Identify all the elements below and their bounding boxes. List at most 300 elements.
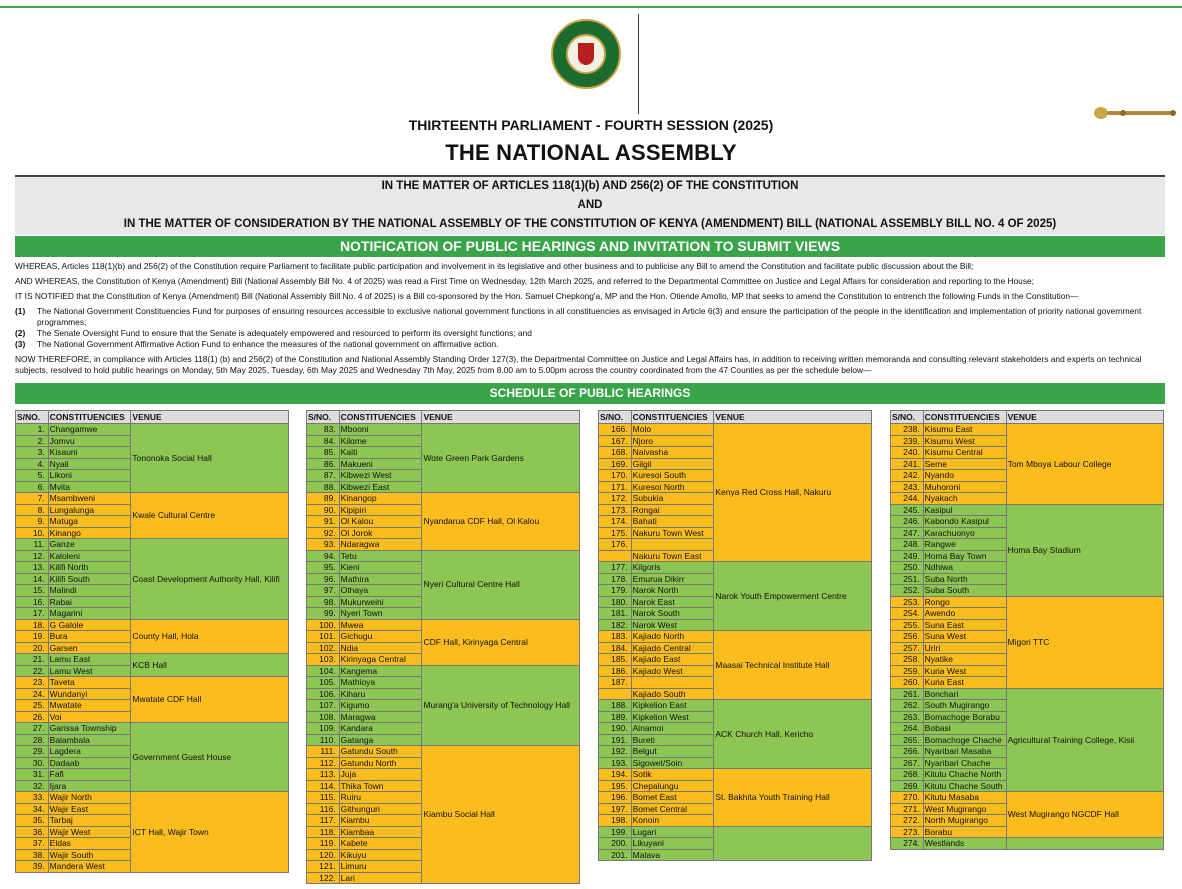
serial-number: 95. xyxy=(307,562,340,574)
serial-number: 118. xyxy=(307,826,340,838)
constituency-name: Westlands xyxy=(923,838,1006,850)
venue-name: Tom Mboya Labour College xyxy=(1006,424,1163,505)
venue-name: Nyeri Cultural Centre Hall xyxy=(422,550,580,619)
serial-number: 256. xyxy=(891,631,924,643)
serial-number: 38. xyxy=(16,849,49,861)
serial-number: 93. xyxy=(307,539,340,551)
serial-number: 242. xyxy=(891,470,924,482)
serial-number: 115. xyxy=(307,792,340,804)
serial-number: 194. xyxy=(599,769,632,781)
table-row xyxy=(307,746,580,758)
venue-name: Coast Development Authority Hall, Kilifi xyxy=(131,539,289,620)
constituency-name: Nakuru Town East xyxy=(631,550,714,562)
header-divider xyxy=(638,14,639,114)
constituency-name: Gatundu South xyxy=(339,746,422,758)
serial-number: 191. xyxy=(599,734,632,746)
serial-number: 8. xyxy=(16,504,49,516)
seal-icon xyxy=(551,19,621,89)
constituency-name: Seme xyxy=(923,458,1006,470)
list-item: (2) The Senate Oversight Fund to ensure that the Senate is adequately empowered and resourced to perform its oversight functions; and xyxy=(15,328,532,338)
serial-number: 245. xyxy=(891,504,924,516)
serial-number: 178. xyxy=(599,573,632,585)
constituency-name: Suba North xyxy=(923,573,1006,585)
constituency-name: Subukia xyxy=(631,493,714,505)
constituency-name: Lagdera xyxy=(48,746,131,758)
serial-number: 102. xyxy=(307,642,340,654)
column-header-sno: S/NO. xyxy=(599,411,632,424)
constituency-name: Fafi xyxy=(48,769,131,781)
serial-number: 177. xyxy=(599,562,632,574)
constituency-name: Mbooni xyxy=(339,424,422,436)
table-row xyxy=(599,631,872,643)
constituency-name: Msambweni xyxy=(48,493,131,505)
table-row xyxy=(891,838,1164,850)
constituency-name: Kitutu Chache South xyxy=(923,780,1006,792)
serial-number: 257. xyxy=(891,642,924,654)
constituency-name: Lamu West xyxy=(48,665,131,677)
table-row xyxy=(891,596,1164,608)
table-row xyxy=(307,550,580,562)
serial-number: 253. xyxy=(891,596,924,608)
constituency-name: Kibwezi West xyxy=(339,470,422,482)
serial-number: 96. xyxy=(307,573,340,585)
venue-name xyxy=(1006,838,1163,850)
venue-name xyxy=(714,826,872,861)
constituency-name: Suna West xyxy=(923,631,1006,643)
constituency-name: Wajir East xyxy=(48,803,131,815)
venue-name: Maasai Technical Institute Hall xyxy=(714,631,872,700)
serial-number: 173. xyxy=(599,504,632,516)
serial-number: 263. xyxy=(891,711,924,723)
constituency-name: Ol Kalou xyxy=(339,516,422,528)
page-title: THE NATIONAL ASSEMBLY xyxy=(445,140,737,165)
serial-number: 25. xyxy=(16,700,49,712)
serial-number: 241. xyxy=(891,458,924,470)
serial-number: 192. xyxy=(599,746,632,758)
serial-number: 31. xyxy=(16,769,49,781)
constituency-name: Homa Bay Town xyxy=(923,550,1006,562)
serial-number: 182. xyxy=(599,619,632,631)
serial-number: 269. xyxy=(891,780,924,792)
serial-number: 28. xyxy=(16,734,49,746)
serial-number: 169. xyxy=(599,458,632,470)
constituency-name: Suba South xyxy=(923,585,1006,597)
constituency-name: Kabete xyxy=(339,838,422,850)
constituency-name: Ainamoi xyxy=(631,723,714,735)
serial-number: 20. xyxy=(16,642,49,654)
serial-number: 266. xyxy=(891,746,924,758)
constituency-name: Dadaab xyxy=(48,757,131,769)
constituency-name: Gatundu North xyxy=(339,757,422,769)
serial-number: 10. xyxy=(16,527,49,539)
matter-box xyxy=(15,175,1165,235)
constituency-name: Garissa Township xyxy=(48,723,131,735)
venue-name: Murang'a University of Technology Hall xyxy=(422,665,580,746)
constituency-name: Belgut xyxy=(631,746,714,758)
serial-number: 122. xyxy=(307,872,340,884)
serial-number: 187. xyxy=(599,677,632,689)
serial-number: 183. xyxy=(599,631,632,643)
constituency-name: Uriri xyxy=(923,642,1006,654)
serial-number: 120. xyxy=(307,849,340,861)
constituency-name: Kabondo Kasipul xyxy=(923,516,1006,528)
constituency-name: Kasipul xyxy=(923,504,1006,516)
constituency-name: Kuria East xyxy=(923,677,1006,689)
constituency-name: Mukurweini xyxy=(339,596,422,608)
serial-number: 181. xyxy=(599,608,632,620)
serial-number: 9. xyxy=(16,516,49,528)
constituency-name xyxy=(631,539,714,551)
list-item: (1) The National Government Constituencies Fund for purposes of ensuring resources accessible to exclusive national government functions in all constituencies as envisaged in Article 6(3) and ensure the participation of the people in the identification and implementation of priority national government programmes; xyxy=(15,306,1142,327)
serial-number: 18. xyxy=(16,619,49,631)
serial-number: 99. xyxy=(307,608,340,620)
constituency-name: Kisauni xyxy=(48,447,131,459)
serial-number: 1. xyxy=(16,424,49,436)
serial-number: 4. xyxy=(16,458,49,470)
constituency-name: Narok West xyxy=(631,619,714,631)
serial-number: 259. xyxy=(891,665,924,677)
table-row xyxy=(307,493,580,505)
constituency-name: Matuga xyxy=(48,516,131,528)
constituency-name: Nyando xyxy=(923,470,1006,482)
notice-title: NOTIFICATION OF PUBLIC HEARINGS AND INVITATION TO SUBMIT VIEWS xyxy=(15,236,1165,257)
constituency-name: Kilifi South xyxy=(48,573,131,585)
constituency-name: Ruiru xyxy=(339,792,422,804)
constituency-name: Kigumo xyxy=(339,700,422,712)
paragraph-now-therefore: NOW THEREFORE, in compliance with Articles 118(1) (b) and 256(2) of the Constitution and National Assembly Standing Order 127(3), the Departmental Committee on Justice and Legal Affairs has, in addition to receiving written memoranda and consulting relevant stakeholders and experts on technical subjects, resolved to hold public hearings on Monday, 5th May 2025, Tuesday, 6th May 2025 and Wednesday 7th May, 2025 from 8.00 am to 5.00pm across the country coordinated from the 47 Counties as per the schedule below— xyxy=(15,354,1142,375)
constituency-name: Mathira xyxy=(339,573,422,585)
serial-number: 30. xyxy=(16,757,49,769)
venue-name: Narok Youth Empowerment Centre xyxy=(714,562,872,631)
column-header-venue: VENUE xyxy=(714,411,872,424)
constituency-name: North Mugirango xyxy=(923,815,1006,827)
serial-number: 180. xyxy=(599,596,632,608)
serial-number: 261. xyxy=(891,688,924,700)
venue-name: Nyandarua CDF Hall, Ol Kalou xyxy=(422,493,580,551)
serial-number: 3. xyxy=(16,447,49,459)
serial-number: 255. xyxy=(891,619,924,631)
serial-number: 172. xyxy=(599,493,632,505)
serial-number: 179. xyxy=(599,585,632,597)
constituency-name: Makueni xyxy=(339,458,422,470)
table-row xyxy=(16,619,289,631)
constituency-name: Thika Town xyxy=(339,780,422,792)
serial-number: 97. xyxy=(307,585,340,597)
serial-number: 2. xyxy=(16,435,49,447)
constituency-name: Kaloleni xyxy=(48,550,131,562)
constituency-name: Ndia xyxy=(339,642,422,654)
serial-number: 6. xyxy=(16,481,49,493)
table-row xyxy=(599,424,872,436)
constituency-name: Tetu xyxy=(339,550,422,562)
constituency-name: Gilgil xyxy=(631,458,714,470)
constituency-name: Bomet East xyxy=(631,792,714,804)
national-assembly-seal xyxy=(548,14,628,114)
constituency-name: Suna East xyxy=(923,619,1006,631)
schedule-column-3 xyxy=(598,410,872,861)
constituency-name: Sigowet/Soin xyxy=(631,757,714,769)
constituency-name: Mwea xyxy=(339,619,422,631)
constituency-name: Kuresoi North xyxy=(631,481,714,493)
serial-number: 113. xyxy=(307,769,340,781)
table-row xyxy=(16,723,289,735)
constituency-name: Lungalunga xyxy=(48,504,131,516)
constituency-name: Bobasi xyxy=(923,723,1006,735)
constituency-name: Jomvu xyxy=(48,435,131,447)
serial-number: 119. xyxy=(307,838,340,850)
serial-number xyxy=(599,688,632,700)
serial-number: 13. xyxy=(16,562,49,574)
serial-number: 168. xyxy=(599,447,632,459)
constituency-name: Eldas xyxy=(48,838,131,850)
constituency-name: Kiharu xyxy=(339,688,422,700)
table-row xyxy=(307,665,580,677)
serial-number: 17. xyxy=(16,608,49,620)
constituency-name: Bureti xyxy=(631,734,714,746)
constituency-name: Kuria West xyxy=(923,665,1006,677)
serial-number: 201. xyxy=(599,849,632,861)
serial-number: 26. xyxy=(16,711,49,723)
serial-number: 246. xyxy=(891,516,924,528)
constituency-name: Kisumu Central xyxy=(923,447,1006,459)
serial-number: 114. xyxy=(307,780,340,792)
schedule-column-1 xyxy=(15,410,289,873)
constituency-name: Kilgoris xyxy=(631,562,714,574)
constituency-name: Magarini xyxy=(48,608,131,620)
constituency-name: Rongo xyxy=(923,596,1006,608)
serial-number: 189. xyxy=(599,711,632,723)
constituency-name: Changamwe xyxy=(48,424,131,436)
column-header-sno: S/NO. xyxy=(891,411,924,424)
serial-number: 104. xyxy=(307,665,340,677)
schedule-column-2 xyxy=(306,410,580,884)
top-rule xyxy=(0,6,1182,8)
serial-number: 15. xyxy=(16,585,49,597)
constituency-name xyxy=(631,677,714,689)
venue-name: ICT Hall, Wajir Town xyxy=(131,792,289,873)
table-row xyxy=(891,424,1164,436)
serial-number: 12. xyxy=(16,550,49,562)
constituency-name: Kikuyu xyxy=(339,849,422,861)
serial-number: 101. xyxy=(307,631,340,643)
constituency-name: Kiambu xyxy=(339,815,422,827)
serial-number xyxy=(599,550,632,562)
constituency-name: Maragwa xyxy=(339,711,422,723)
serial-number: 271. xyxy=(891,803,924,815)
constituency-name: Rangwe xyxy=(923,539,1006,551)
constituency-name: Narok South xyxy=(631,608,714,620)
constituency-name: Nyakach xyxy=(923,493,1006,505)
serial-number: 24. xyxy=(16,688,49,700)
constituency-name: Kajiado North xyxy=(631,631,714,643)
constituency-name: Kajiado South xyxy=(631,688,714,700)
constituency-name: South Mugirango xyxy=(923,700,1006,712)
constituency-name: Othaya xyxy=(339,585,422,597)
constituency-name: Wundanyi xyxy=(48,688,131,700)
serial-number: 94. xyxy=(307,550,340,562)
serial-number: 243. xyxy=(891,481,924,493)
paragraph-notified: IT IS NOTIFIED that the Constitution of Kenya (Amendment) Bill (National Assembly Bill No. 4 of 2025) is a Bill co-sponsored by the Hon. Samuel Chepkong'a, MP and the Hon. Otiende Amollo, MP that seeks to amend the Constitution to entrench the following Funds in the Constitution— xyxy=(15,291,1079,301)
constituency-name: Kirinyaga Central xyxy=(339,654,422,666)
serial-number: 5. xyxy=(16,470,49,482)
table-row xyxy=(891,792,1164,804)
column-header-venue: VENUE xyxy=(1006,411,1163,424)
serial-number: 272. xyxy=(891,815,924,827)
serial-number: 175. xyxy=(599,527,632,539)
constituency-name: Kitutu Masaba xyxy=(923,792,1006,804)
serial-number: 116. xyxy=(307,803,340,815)
serial-number: 167. xyxy=(599,435,632,447)
constituency-name: Kinango xyxy=(48,527,131,539)
venue-name: Homa Bay Stadium xyxy=(1006,504,1163,596)
constituency-name: Gichugu xyxy=(339,631,422,643)
column-header-venue: VENUE xyxy=(422,411,580,424)
constituency-name: Wajir West xyxy=(48,826,131,838)
venue-name: Agricultural Training College, Kisii xyxy=(1006,688,1163,792)
serial-number: 107. xyxy=(307,700,340,712)
constituency-name: Njoro xyxy=(631,435,714,447)
serial-number: 251. xyxy=(891,573,924,585)
serial-number: 185. xyxy=(599,654,632,666)
serial-number: 89. xyxy=(307,493,340,505)
matter-line-2: AND xyxy=(577,199,603,211)
constituency-name: Mvita xyxy=(48,481,131,493)
serial-number: 86. xyxy=(307,458,340,470)
column-header-venue: VENUE xyxy=(131,411,289,424)
serial-number: 112. xyxy=(307,757,340,769)
constituency-name: Gatanga xyxy=(339,734,422,746)
serial-number: 199. xyxy=(599,826,632,838)
serial-number: 22. xyxy=(16,665,49,677)
constituency-name: Ganze xyxy=(48,539,131,551)
constituency-name: Kieni xyxy=(339,562,422,574)
table-row xyxy=(599,769,872,781)
serial-number: 249. xyxy=(891,550,924,562)
column-header-constituency: CONSTITUENCIES xyxy=(48,411,131,424)
constituency-name: Likuyani xyxy=(631,838,714,850)
constituency-name: Taveta xyxy=(48,677,131,689)
serial-number: 265. xyxy=(891,734,924,746)
serial-number: 110. xyxy=(307,734,340,746)
serial-number: 16. xyxy=(16,596,49,608)
constituency-name: Kitutu Chache North xyxy=(923,769,1006,781)
constituency-name: Tarbaj xyxy=(48,815,131,827)
serial-number: 14. xyxy=(16,573,49,585)
table-row xyxy=(16,539,289,551)
constituency-name: G Galole xyxy=(48,619,131,631)
constituency-name: Kisumu East xyxy=(923,424,1006,436)
constituency-name: Githunguri xyxy=(339,803,422,815)
constituency-name: Narok North xyxy=(631,585,714,597)
schedule-title: SCHEDULE OF PUBLIC HEARINGS xyxy=(15,383,1165,404)
parliament-session: THIRTEENTH PARLIAMENT - FOURTH SESSION (2025) xyxy=(408,117,774,133)
serial-number: 106. xyxy=(307,688,340,700)
constituency-name: Naivasha xyxy=(631,447,714,459)
constituency-name: Lugari xyxy=(631,826,714,838)
constituency-name: Kipipiri xyxy=(339,504,422,516)
serial-number: 92. xyxy=(307,527,340,539)
constituency-name: Kipkelion West xyxy=(631,711,714,723)
constituency-name: Konoin xyxy=(631,815,714,827)
constituency-name: Malava xyxy=(631,849,714,861)
constituency-name: Sotik xyxy=(631,769,714,781)
serial-number: 273. xyxy=(891,826,924,838)
constituency-name: Balambala xyxy=(48,734,131,746)
table-row xyxy=(599,700,872,712)
constituency-name: Kibwezi East xyxy=(339,481,422,493)
constituency-name: Karachuonyo xyxy=(923,527,1006,539)
serial-number: 85. xyxy=(307,447,340,459)
constituency-name: Mandera West xyxy=(48,861,131,873)
constituency-name: Voi xyxy=(48,711,131,723)
constituency-name: Narok East xyxy=(631,596,714,608)
column-header-sno: S/NO. xyxy=(307,411,340,424)
constituency-name: Garsen xyxy=(48,642,131,654)
constituency-name: Ol Jorok xyxy=(339,527,422,539)
serial-number: 121. xyxy=(307,861,340,873)
constituency-name: Mathioya xyxy=(339,677,422,689)
venue-name: Government Guest House xyxy=(131,723,289,792)
constituency-name: Bonchari xyxy=(923,688,1006,700)
serial-number: 27. xyxy=(16,723,49,735)
column-header-constituency: CONSTITUENCIES xyxy=(339,411,422,424)
venue-name: Kiambu Social Hall xyxy=(422,746,580,884)
constituency-name: Kajiado East xyxy=(631,654,714,666)
constituency-name: Bomachoge Chache xyxy=(923,734,1006,746)
venue-name: Kwale Cultural Centre xyxy=(131,493,289,539)
serial-number: 188. xyxy=(599,700,632,712)
serial-number: 267. xyxy=(891,757,924,769)
serial-number: 184. xyxy=(599,642,632,654)
venue-name: Kenya Red Cross Hall, Nakuru xyxy=(714,424,872,562)
serial-number: 264. xyxy=(891,723,924,735)
notice-body xyxy=(15,261,1165,380)
serial-number: 166. xyxy=(599,424,632,436)
serial-number: 250. xyxy=(891,562,924,574)
constituency-name: Kiambaa xyxy=(339,826,422,838)
venue-name: St. Bakhita Youth Training Hall xyxy=(714,769,872,827)
constituency-name: Kaiti xyxy=(339,447,422,459)
serial-number: 37. xyxy=(16,838,49,850)
constituency-name: Likoni xyxy=(48,470,131,482)
constituency-name: Chepalungu xyxy=(631,780,714,792)
constituency-name: Kuresoi South xyxy=(631,470,714,482)
venue-name: Wote Green Park Gardens xyxy=(422,424,580,493)
constituency-name: Nyeri Town xyxy=(339,608,422,620)
serial-number: 170. xyxy=(599,470,632,482)
serial-number: 274. xyxy=(891,838,924,850)
constituency-name: West Mugirango xyxy=(923,803,1006,815)
serial-number: 109. xyxy=(307,723,340,735)
serial-number: 252. xyxy=(891,585,924,597)
constituency-name: Kandara xyxy=(339,723,422,735)
list-item: (3) The National Government Affirmative Action Fund to enhance the measures of the national government on affirmative action. xyxy=(15,339,499,349)
constituency-name: Mwatate xyxy=(48,700,131,712)
venue-name: KCB Hall xyxy=(131,654,289,677)
table-row xyxy=(307,424,580,436)
serial-number: 186. xyxy=(599,665,632,677)
serial-number: 174. xyxy=(599,516,632,528)
venue-name: West Mugirango NGCDF Hall xyxy=(1006,792,1163,838)
table-row xyxy=(16,654,289,666)
serial-number: 23. xyxy=(16,677,49,689)
serial-number: 171. xyxy=(599,481,632,493)
serial-number: 240. xyxy=(891,447,924,459)
constituency-name: Awendo xyxy=(923,608,1006,620)
serial-number: 84. xyxy=(307,435,340,447)
serial-number: 11. xyxy=(16,539,49,551)
constituency-name: Kilome xyxy=(339,435,422,447)
